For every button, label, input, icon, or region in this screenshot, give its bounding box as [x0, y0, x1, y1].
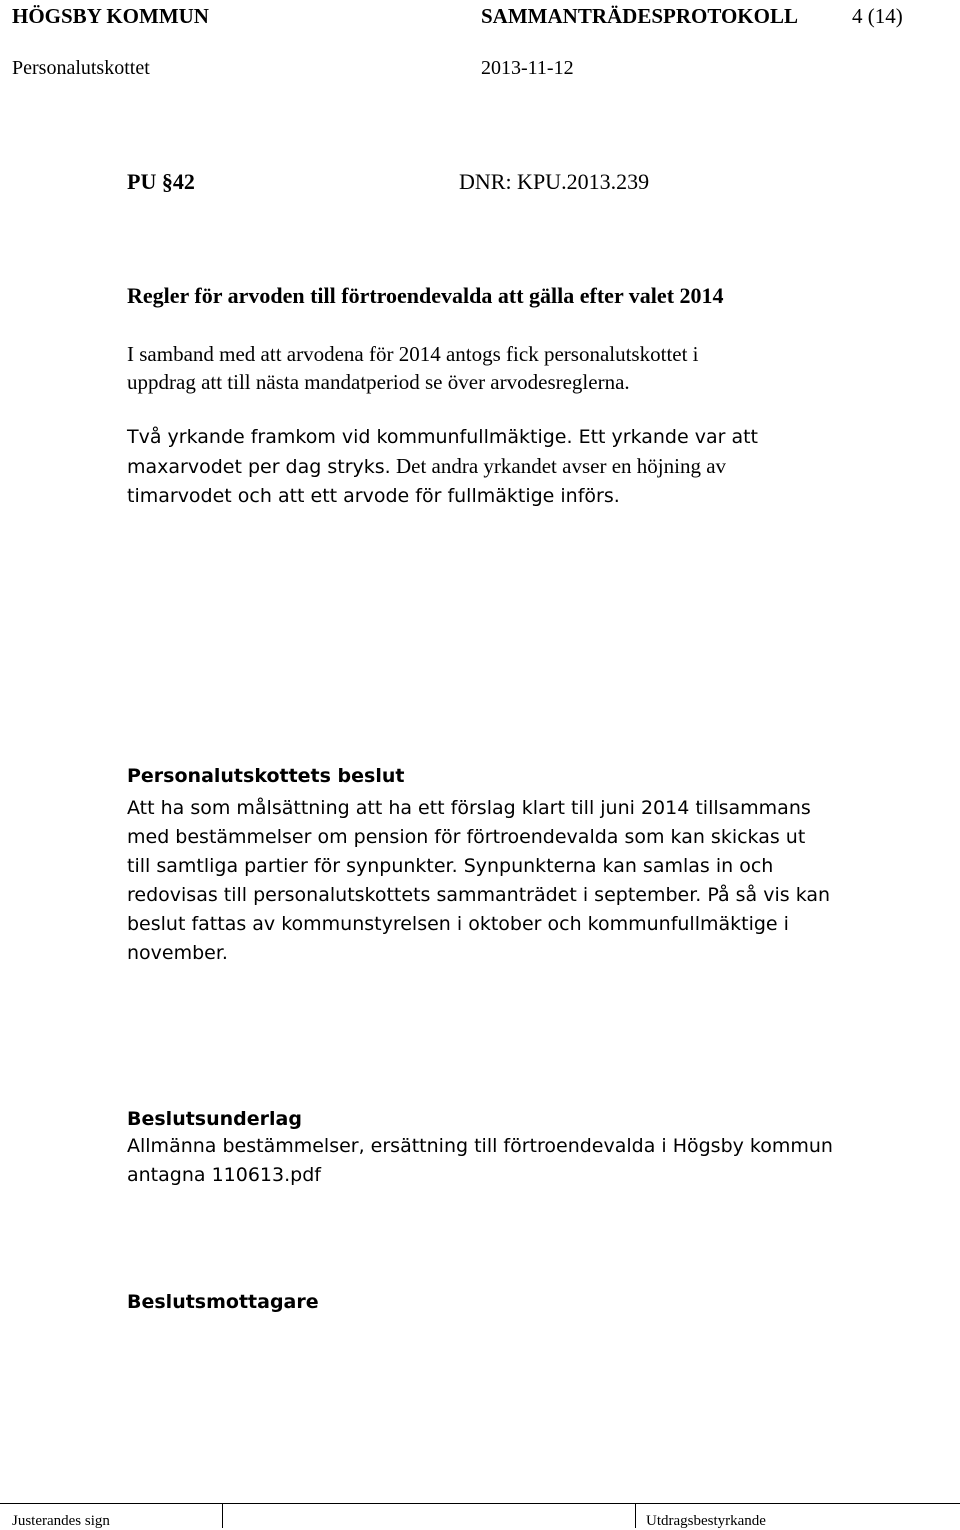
- decision-line-4: [127, 881, 830, 910]
- header-department: Personalutskottet: [12, 57, 150, 79]
- proposals-line-1: [127, 423, 758, 452]
- proposals-line-2: [127, 452, 758, 482]
- footer-extract-label: Utdragsbestyrkande: [646, 1513, 766, 1529]
- case-number: PU §42: [127, 169, 195, 194]
- basis-line-1: Allmänna bestämmelser, ersättning till förtroendevalda i Högsby kommun: [127, 1135, 833, 1157]
- intro-paragraph: [127, 340, 699, 396]
- decision-line-3: [127, 852, 830, 881]
- decision-line-4-part-b: På så vis kan: [701, 884, 831, 906]
- decision-line-4-part-a: redovisas till personalutskottets sammanträdet i september.: [127, 884, 702, 906]
- decision-line-5: beslut fattas av kommunstyrelsen i oktober och kommunfullmäktige i: [127, 913, 789, 935]
- decision-paragraph: [127, 794, 830, 968]
- footer-signature-label: Justerandes sign: [12, 1513, 110, 1529]
- decision-line-1: Att ha som målsättning att ha ett förslag klart till juni 2014 tillsammans: [127, 797, 811, 819]
- proposals-line-2-part-a: maxarvodet per dag stryks.: [127, 456, 391, 478]
- case-dnr: DNR: KPU.2013.239: [459, 169, 650, 194]
- proposals-line-3: timarvodet och att ett arvode för fullmäktige införs.: [127, 485, 620, 507]
- basis-heading: Beslutsunderlag: [127, 1108, 302, 1130]
- basis-line-2: antagna 110613.pdf: [127, 1164, 321, 1186]
- footer-divider: [635, 1504, 636, 1528]
- basis-paragraph: [127, 1132, 833, 1190]
- proposals-line-1-part-b: Ett yrkande var att: [572, 426, 758, 448]
- item-heading: Regler för arvoden till förtroendevalda att gälla efter valet 2014: [127, 283, 724, 308]
- decision-line-6: november.: [127, 942, 228, 964]
- header-date: 2013-11-12: [481, 57, 574, 79]
- recipients-heading: Beslutsmottagare: [127, 1291, 319, 1313]
- header-municipality: HÖGSBY KOMMUN: [12, 4, 209, 28]
- decision-line-3-part-b: Synpunkterna kan samlas in och: [457, 855, 774, 877]
- decision-line-3-part-a: till samtliga partier för synpunkter.: [127, 855, 458, 877]
- decision-heading: Personalutskottets beslut: [127, 765, 405, 787]
- header-doc-title: SAMMANTRÄDESPROTOKOLL: [481, 4, 798, 28]
- intro-line-2: uppdrag att till nästa mandatperiod se över arvodesreglerna.: [127, 370, 630, 394]
- decision-line-2: med bestämmelser om pension för förtroendevalda som kan skickas ut: [127, 826, 806, 848]
- proposals-line-2-part-b: Det andra yrkandet avser en höjning av: [390, 454, 727, 478]
- proposals-line-1-part-a: Två yrkande framkom vid kommunfullmäktige.: [127, 426, 573, 448]
- header-page-number: 4 (14): [852, 4, 903, 28]
- signature-footer: [0, 1503, 960, 1528]
- intro-line-1: I samband med att arvodena för 2014 antogs fick personalutskottet i: [127, 342, 699, 366]
- footer-divider: [222, 1504, 223, 1528]
- proposals-paragraph: [127, 423, 758, 511]
